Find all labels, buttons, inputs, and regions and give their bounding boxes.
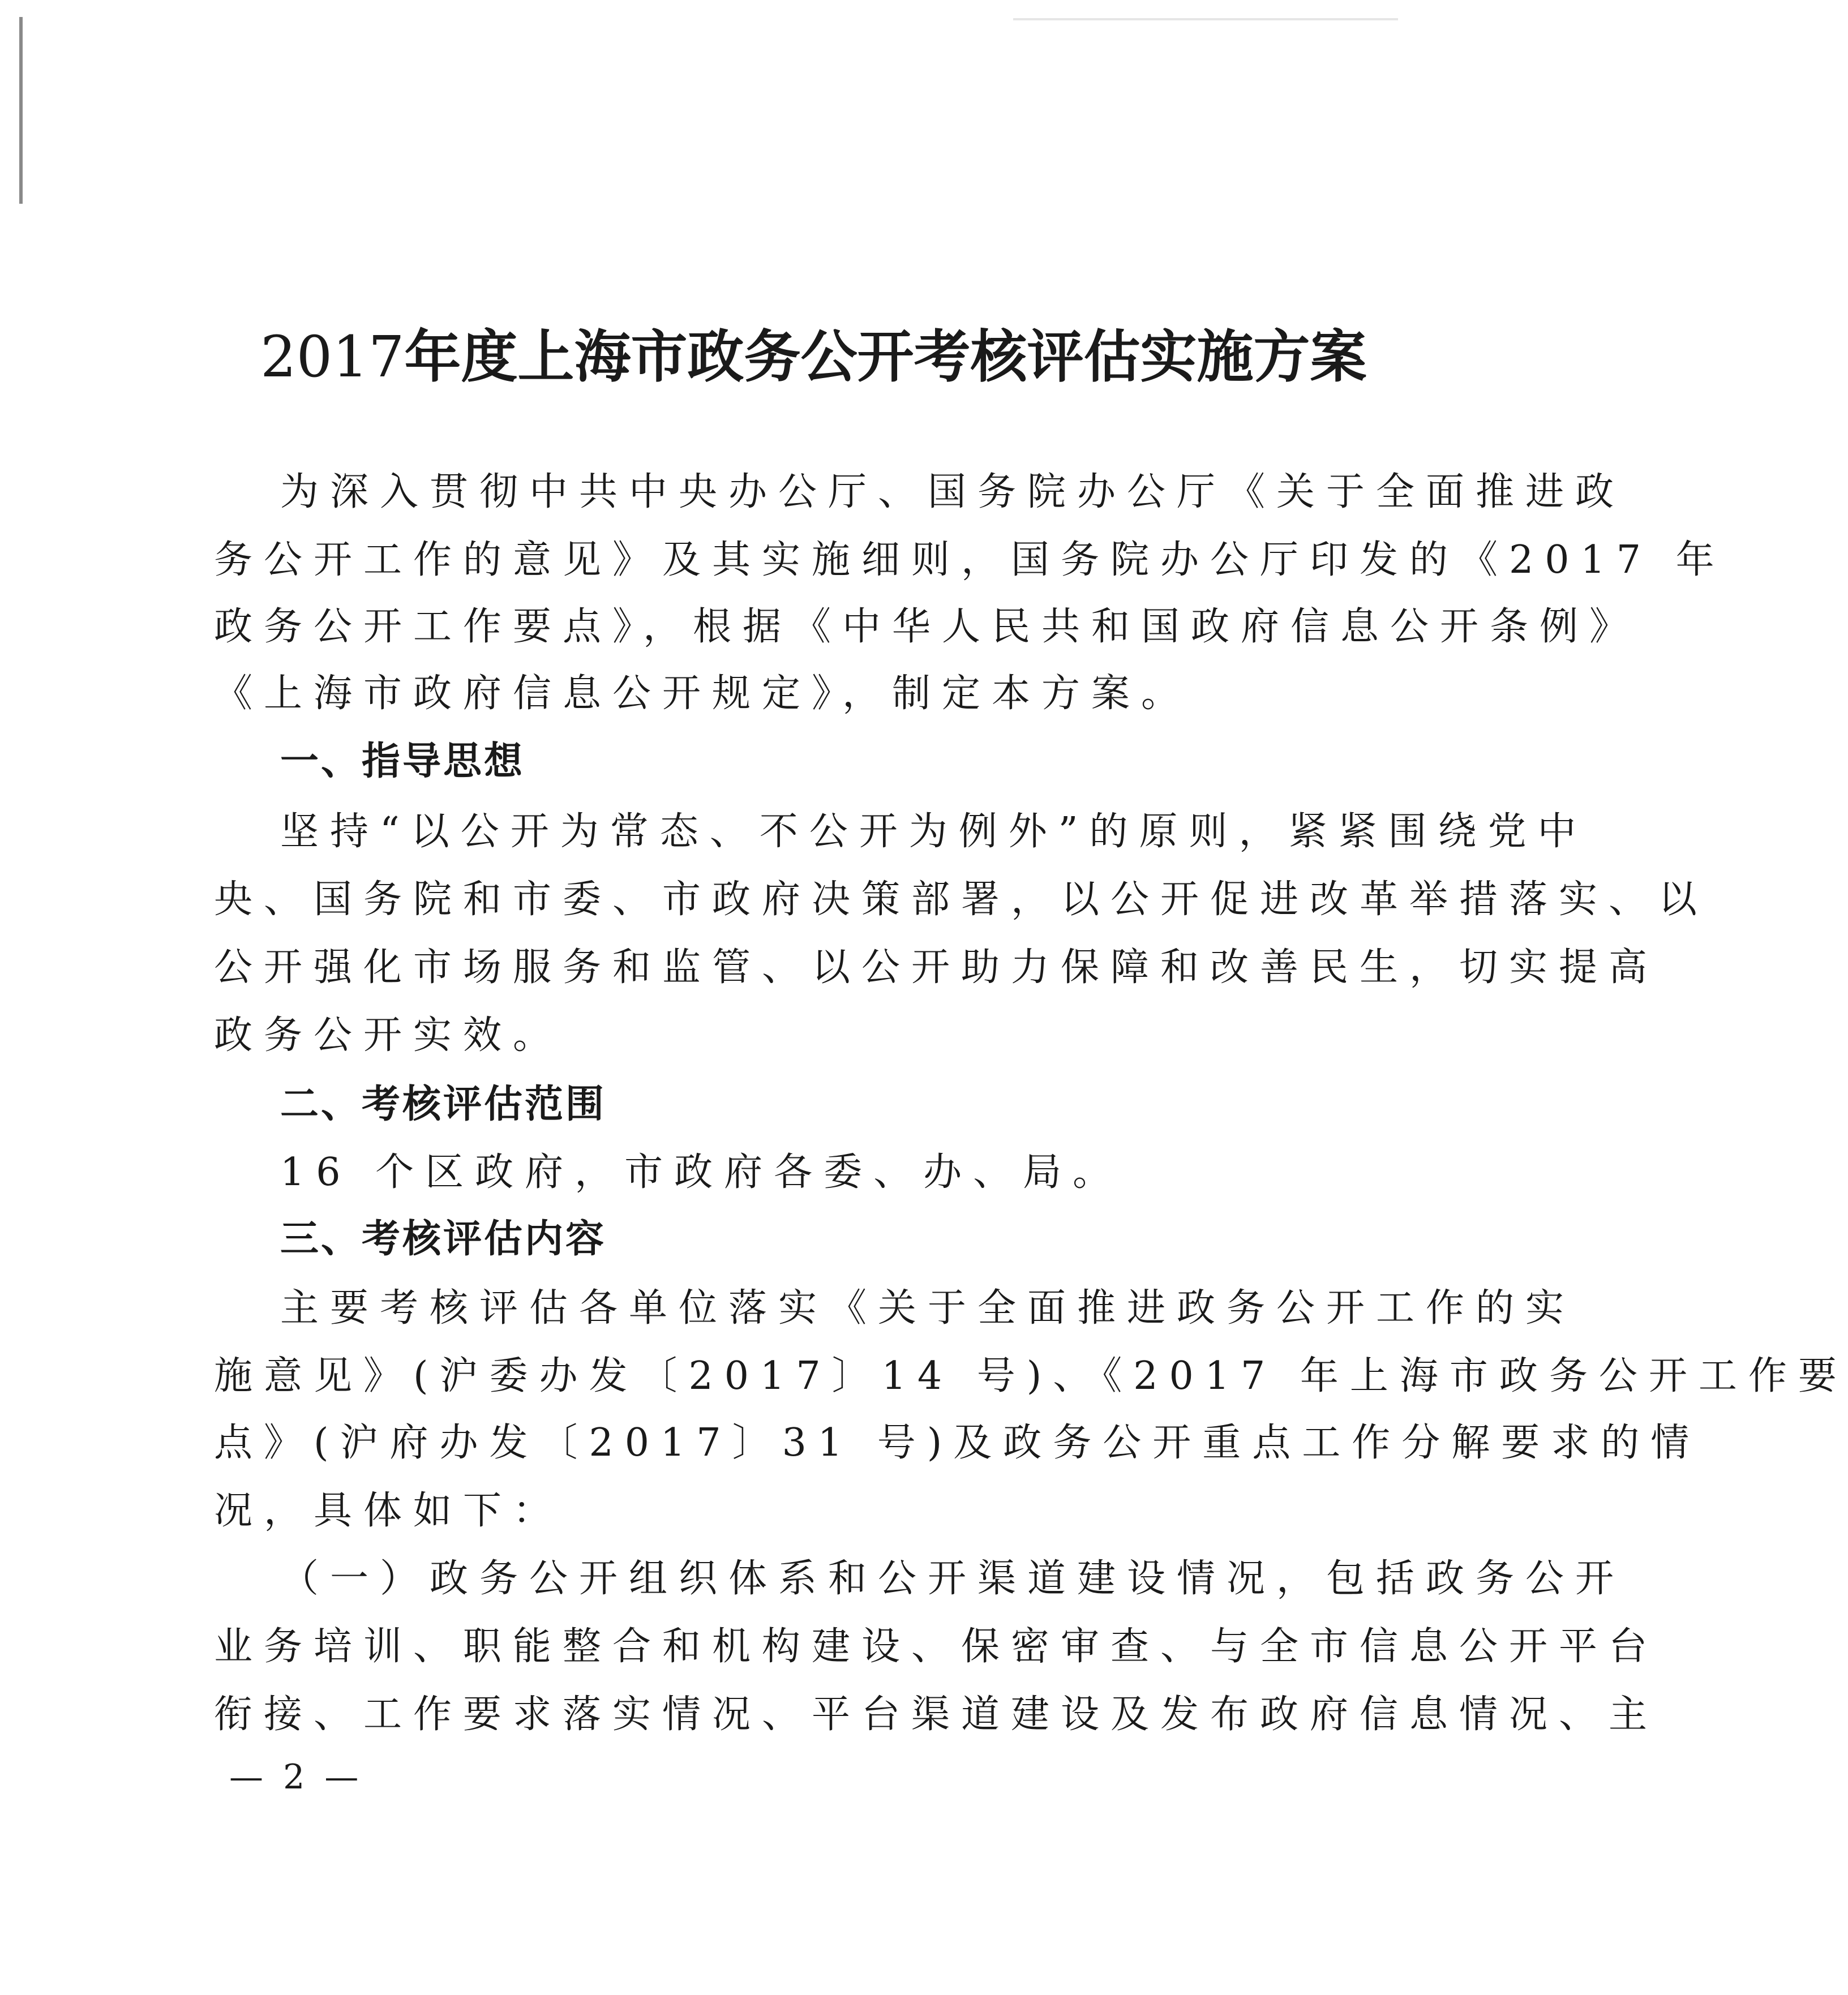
section-3-line-5: （一）政务公开组织体系和公开渠道建设情况，包括政务公开: [280, 1556, 1626, 1601]
intro-line-1: 为深入贯彻中共中央办公厅、国务院办公厅《关于全面推进政: [280, 470, 1626, 514]
section-1-heading: 一、指导思想: [280, 739, 525, 784]
section-1-line-2: 央、国务院和市委、市政府决策部署，以公开促进改革举措落实、以: [214, 877, 1709, 922]
scan-top-mark: [1013, 18, 1398, 20]
section-3-line-2: 施意见》(沪委办发〔2017〕14 号)、《2017 年上海市政务公开工作要: [214, 1354, 1848, 1398]
page-number: — 2 —: [229, 1757, 363, 1797]
title-year: 2017: [260, 324, 405, 390]
section-1-line-1: 坚持“以公开为常态、不公开为例外”的原则，紧紧围绕党中: [280, 809, 1588, 854]
section-3-heading: 三、考核评估内容: [280, 1217, 607, 1262]
intro-line-2: 务公开工作的意见》及其实施细则，国务院办公厅印发的《2017 年: [214, 538, 1726, 582]
section-3-line-4: 况，具体如下：: [214, 1488, 563, 1533]
section-2-heading: 二、考核评估范围: [280, 1082, 607, 1127]
section-3-line-6: 业务培训、职能整合和机构建设、保密审查、与全市信息公开平台: [214, 1624, 1659, 1669]
section-1-line-4: 政务公开实效。: [214, 1013, 563, 1058]
section-2-line-1: 16 个区政府，市政府各委、办、局。: [280, 1150, 1123, 1195]
section-1-line-3: 公开强化市场服务和监管、以公开助力保障和改善民生，切实提高: [214, 945, 1659, 990]
scan-edge-mark: [19, 17, 23, 204]
section-3-line-1: 主要考核评估各单位落实《关于全面推进政务公开工作的实: [280, 1286, 1576, 1331]
intro-line-3: 政务公开工作要点》，根据《中华人民共和国政府信息公开条例》: [214, 604, 1640, 649]
title-text: 年度上海市政务公开考核评估实施方案: [404, 323, 1367, 390]
document-title: [260, 317, 1367, 397]
section-3-line-7: 衔接、工作要求落实情况、平台渠道建设及发布政府信息情况、主: [214, 1692, 1659, 1737]
section-3-line-3: 点》(沪府办发〔2017〕31 号)及政务公开重点工作分解要求的情: [214, 1421, 1701, 1465]
intro-line-4: 《上海市政府信息公开规定》，制定本方案。: [214, 671, 1191, 716]
